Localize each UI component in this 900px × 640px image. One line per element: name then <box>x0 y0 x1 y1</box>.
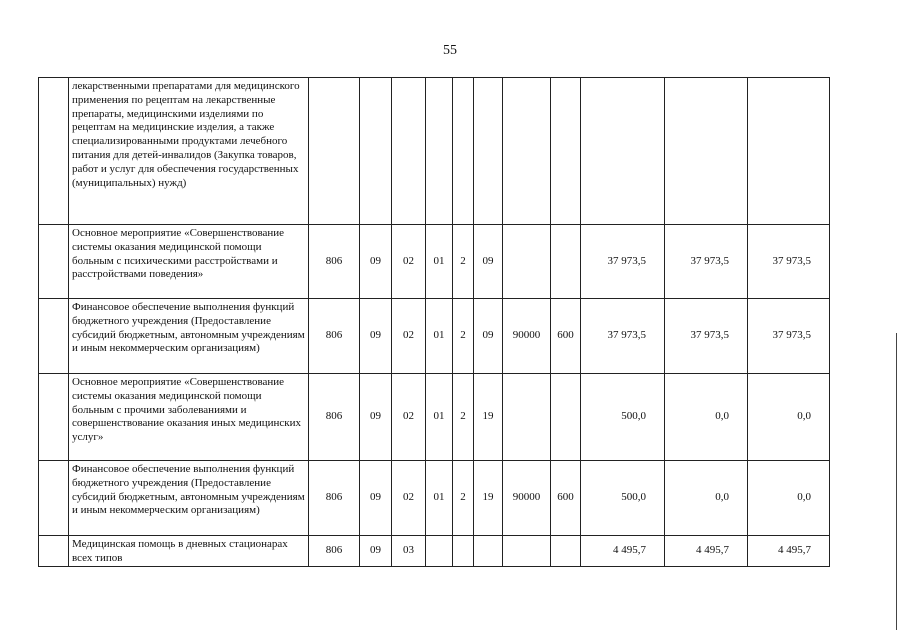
amount-year1-cell <box>581 78 665 225</box>
empty-cell <box>39 536 69 567</box>
subsection-code-cell: 02 <box>392 225 426 299</box>
department-code-cell <box>309 78 360 225</box>
direction-code-cell <box>503 225 551 299</box>
item-name-cell: лекарственными препаратами для медицинского применения по рецептам на лекарственные препараты, медицинскими изделиями по рецептам на медицинские изделия, а также специализированными продуктами лечебного питания для детей-инвалидов (Закупка товаров, работ и услуг для обеспечения государственных (муниципальных) нужд) <box>69 78 309 225</box>
table-row <box>39 461 830 536</box>
program-code-cell <box>426 536 453 567</box>
direction-code-cell: 90000 <box>503 461 551 536</box>
amount-year3-cell: 0,0 <box>748 461 830 536</box>
activity-code-cell: 09 <box>474 225 503 299</box>
amount-year1-cell: 4 495,7 <box>581 536 665 567</box>
amount-year3-cell: 0,0 <box>748 374 830 461</box>
section-code-cell <box>360 78 392 225</box>
section-code-cell: 09 <box>360 299 392 374</box>
expense-type-cell <box>551 225 581 299</box>
amount-year3-cell: 37 973,5 <box>748 225 830 299</box>
subsection-code-cell: 03 <box>392 536 426 567</box>
department-code-cell: 806 <box>309 536 360 567</box>
subsection-code-cell <box>392 78 426 225</box>
amount-year1-cell: 500,0 <box>581 374 665 461</box>
department-code-cell: 806 <box>309 461 360 536</box>
table-row <box>39 78 830 225</box>
amount-year1-cell: 500,0 <box>581 461 665 536</box>
empty-cell <box>39 461 69 536</box>
amount-year2-cell: 37 973,5 <box>665 225 748 299</box>
section-code-cell: 09 <box>360 374 392 461</box>
expense-type-cell <box>551 78 581 225</box>
section-code-cell: 09 <box>360 461 392 536</box>
department-code-cell: 806 <box>309 225 360 299</box>
amount-year1-cell: 37 973,5 <box>581 225 665 299</box>
activity-code-cell: 19 <box>474 461 503 536</box>
empty-cell <box>39 374 69 461</box>
program-code-cell <box>426 78 453 225</box>
item-name-cell: Финансовое обеспечение выполнения функций бюджетного учреждения (Предоставление субсидий бюджетным, автономным учреждениям и иным некоммерческим организациям) <box>69 461 309 536</box>
amount-year2-cell <box>665 78 748 225</box>
amount-year1-cell: 37 973,5 <box>581 299 665 374</box>
amount-year3-cell: 4 495,7 <box>748 536 830 567</box>
amount-year2-cell: 37 973,5 <box>665 299 748 374</box>
expense-type-cell: 600 <box>551 461 581 536</box>
program-code-cell: 01 <box>426 299 453 374</box>
section-code-cell: 09 <box>360 225 392 299</box>
empty-cell <box>39 299 69 374</box>
program-code-cell: 01 <box>426 461 453 536</box>
subprogram-code-cell <box>453 78 474 225</box>
page-number: 55 <box>443 43 457 58</box>
department-code-cell: 806 <box>309 299 360 374</box>
activity-code-cell <box>474 536 503 567</box>
table-row <box>39 536 830 567</box>
subprogram-code-cell: 2 <box>453 374 474 461</box>
expense-type-cell <box>551 536 581 567</box>
subprogram-code-cell: 2 <box>453 225 474 299</box>
subprogram-code-cell: 2 <box>453 461 474 536</box>
item-name-cell: Основное мероприятие «Совершенствование системы оказания медицинской помощи больным с прочими заболеваниями и совершенствование оказания иных медицинских услуг» <box>69 374 309 461</box>
item-name-cell: Основное мероприятие «Совершенствование системы оказания медицинской помощи больным с психическими расстройствами и расстройствами поведения» <box>69 225 309 299</box>
subsection-code-cell: 02 <box>392 299 426 374</box>
table-row <box>39 225 830 299</box>
budget-table <box>38 77 830 567</box>
table-row <box>39 374 830 461</box>
expense-type-cell: 600 <box>551 299 581 374</box>
direction-code-cell: 90000 <box>503 299 551 374</box>
direction-code-cell <box>503 78 551 225</box>
scan-margin-line <box>896 333 897 630</box>
subprogram-code-cell <box>453 536 474 567</box>
expense-type-cell <box>551 374 581 461</box>
activity-code-cell <box>474 78 503 225</box>
subsection-code-cell: 02 <box>392 461 426 536</box>
amount-year3-cell: 37 973,5 <box>748 299 830 374</box>
subsection-code-cell: 02 <box>392 374 426 461</box>
section-code-cell: 09 <box>360 536 392 567</box>
item-name-cell: Медицинская помощь в дневных стационарах всех типов <box>69 536 309 567</box>
amount-year3-cell <box>748 78 830 225</box>
amount-year2-cell: 0,0 <box>665 461 748 536</box>
direction-code-cell <box>503 374 551 461</box>
empty-cell <box>39 78 69 225</box>
program-code-cell: 01 <box>426 225 453 299</box>
direction-code-cell <box>503 536 551 567</box>
amount-year2-cell: 4 495,7 <box>665 536 748 567</box>
program-code-cell: 01 <box>426 374 453 461</box>
amount-year2-cell: 0,0 <box>665 374 748 461</box>
table-row <box>39 299 830 374</box>
activity-code-cell: 09 <box>474 299 503 374</box>
subprogram-code-cell: 2 <box>453 299 474 374</box>
department-code-cell: 806 <box>309 374 360 461</box>
item-name-cell: Финансовое обеспечение выполнения функций бюджетного учреждения (Предоставление субсидий бюджетным, автономным учреждениям и иным некоммерческим организациям) <box>69 299 309 374</box>
empty-cell <box>39 225 69 299</box>
activity-code-cell: 19 <box>474 374 503 461</box>
